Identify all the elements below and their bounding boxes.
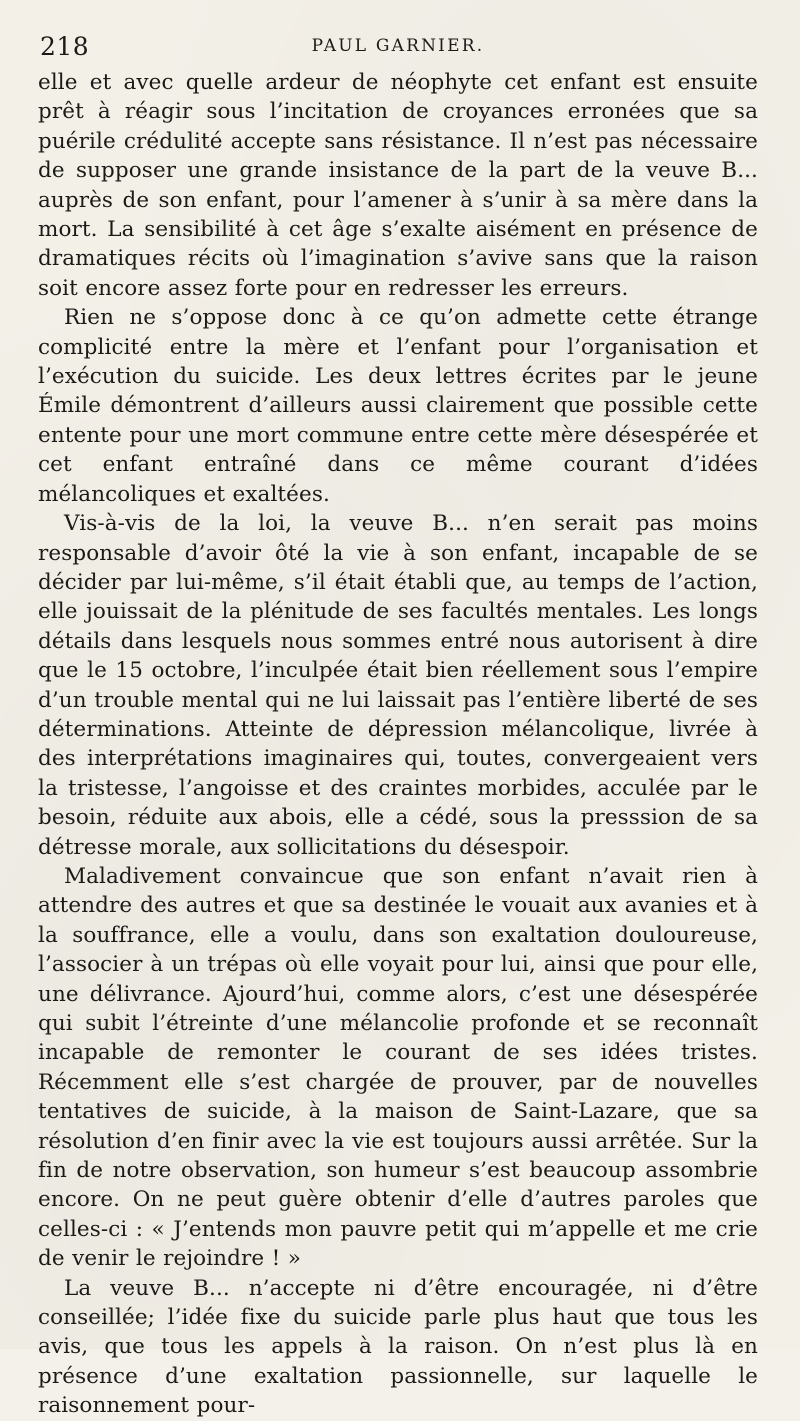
page-number: 218	[40, 32, 90, 61]
running-head	[38, 28, 758, 68]
paragraph: Vis-à-vis de la loi, la veuve B... n’en serait pas moins responsable d’avoir ôté la vie à son enfant, incapable de se décider par lui-même, s’il était établi que, au temps de l’action, elle jouissait de la plénitude de ses facultés mentales. Les longs détails dans lesquels nous sommes entré nous autorisent à dire que le 15 octobre, l’inculpée était bien réellement sous l’empire d’un trouble mental qui ne lui laissait pas l’entière liberté de ses déterminations. Atteinte de dépression mélancolique, livrée à des interprétations imaginaires qui, toutes, convergeaient vers la tristesse, l’angoisse et des craintes morbides, acculée par le besoin, réduite aux abois, elle a cédé, sous la presssion de sa détresse morale, aux sollicitations du désespoir.	[38, 511, 758, 860]
paragraph: La veuve B... n’accepte ni d’être encouragée, ni d’être conseillée; l’idée fixe du suicide parle plus haut que tous les avis, que tous les appels à la raison. On n’est plus là en présence d’une exaltation passionnelle, sur laquelle le raisonnement pour-	[38, 1275, 758, 1419]
body-text	[38, 68, 758, 1421]
paragraph: Maladivement convaincue que son enfant n’avait rien à attendre des autres et que sa destinée le vouait aux avanies et à la souffrance, elle a voulu, dans son exaltation douloureuse, l’associer à un trépas où elle voyait pour lui, ainsi que pour elle, une délivrance. Ajourd’hui, comme alors, c’est une désespérée qui subit l’étreinte d’une mélancolie profonde et se reconnaît incapable de remonter le courant de ses idées tristes. Récemment elle s’est chargée de prouver, par de nouvelles tentatives de suicide, à la maison de Saint-Lazare, que sa résolution d’en finir avec la vie est toujours aussi arrêtée. Sur la fin de notre observation, son humeur s’est beaucoup assombrie encore. On ne peut guère obtenir d’elle d’autres paroles que celles-ci : « J’entends mon pauvre petit qui m’appelle et me crie de venir le rejoindre ! »	[38, 863, 758, 1272]
paragraph: Rien ne s’oppose donc à ce qu’on admette cette étrange complicité entre la mère et l’enfant pour l’organisation et l’exécution du suicide. Les deux lettres écrites par le jeune Émile démontrent d’ailleurs aussi clairement que possible cette entente pour une mort commune entre cette mère désespérée et cet enfant entraîné dans ce même courant d’idées mélancoliques et exaltées.	[38, 305, 758, 507]
paragraph-continued: elle et avec quelle ardeur de néophyte cet enfant est ensuite prêt à réagir sous l’incitation de croyances erronées que sa puérile crédulité accepte sans résistance. Il n’est pas nécessaire de supposer une grande insistance de la part de la veuve B... auprès de son enfant, pour l’amener à s’unir à sa mère dans la mort. La sensibilité à cet âge s’exalte aisément en présence de dramatiques récits où l’imagination s’avive sans que la raison soit encore assez forte pour en redresser les erreurs.	[38, 70, 758, 301]
running-title: PAUL GARNIER.	[311, 36, 485, 56]
